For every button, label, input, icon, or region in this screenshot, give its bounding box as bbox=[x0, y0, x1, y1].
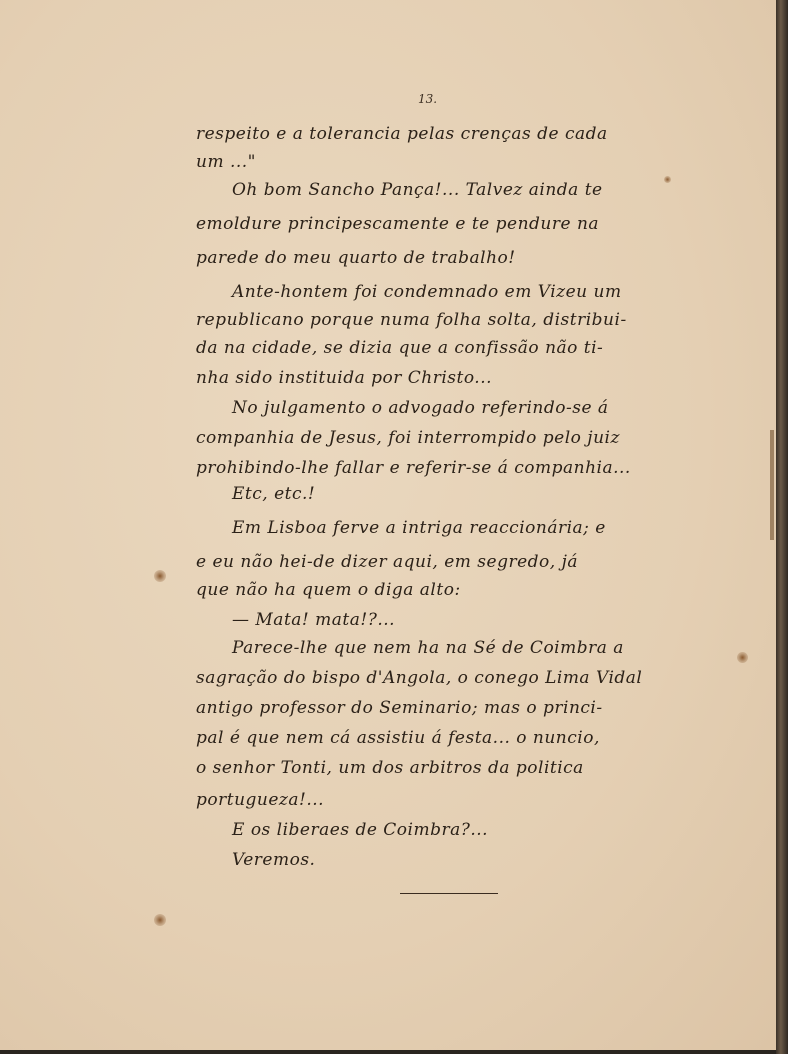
text-line: — Mata! mata!?... bbox=[232, 610, 396, 630]
text-line: da na cidade, se dizia que a confissão não ti- bbox=[196, 338, 604, 358]
text-line: o senhor Tonti, um dos arbitros da politica bbox=[196, 758, 584, 778]
text-line: nha sido instituida por Christo... bbox=[196, 368, 493, 388]
text-line: Veremos. bbox=[232, 850, 316, 870]
foxing-spot bbox=[737, 652, 748, 663]
text-line: respeito e a tolerancia pelas crenças de cada bbox=[196, 124, 608, 144]
page-edge bbox=[776, 0, 788, 1054]
text-line: Parece-lhe que nem ha na Sé de Coimbra a bbox=[232, 638, 624, 658]
text-line: companhia de Jesus, foi interrompido pelo juiz bbox=[196, 428, 620, 448]
text-line: Em Lisboa ferve a intriga reaccionária; e bbox=[232, 518, 606, 538]
text-line: Oh bom Sancho Pança!... Talvez ainda te bbox=[232, 180, 603, 200]
text-line: No julgamento o advogado referindo-se á bbox=[232, 398, 609, 418]
text-line: E os liberaes de Coimbra?... bbox=[232, 820, 489, 840]
text-line: emoldure principescamente e te pendure na bbox=[196, 214, 600, 234]
text-line: pal é que nem cá assistiu á festa... o nuncio, bbox=[196, 728, 600, 748]
text-line: republicano porque numa folha solta, distribui- bbox=[196, 310, 627, 330]
text-line: e eu não hei-de dizer aqui, em segredo, já bbox=[196, 552, 578, 572]
text-line: portugueza!... bbox=[196, 790, 325, 810]
text-line: um ..." bbox=[196, 152, 257, 172]
text-line: Ante-hontem foi condemnado em Vizeu um bbox=[232, 282, 622, 302]
text-line: parede do meu quarto de trabalho! bbox=[196, 248, 516, 268]
foxing-spot bbox=[154, 914, 166, 926]
foxing-spot bbox=[664, 176, 671, 183]
page-number: 13. bbox=[418, 92, 438, 106]
foxing-spot bbox=[154, 570, 166, 582]
text-line: antigo professor do Seminario; mas o princi- bbox=[196, 698, 603, 718]
text-line: que não ha quem o diga alto: bbox=[196, 580, 461, 600]
text-line: prohibindo-lhe fallar e referir-se á companhia... bbox=[196, 458, 631, 478]
text-line: sagração do bispo d'Angola, o conego Lima Vidal bbox=[196, 668, 643, 688]
binding-mark bbox=[770, 430, 774, 540]
text-line: Etc, etc.! bbox=[232, 484, 316, 504]
closing-rule bbox=[400, 893, 498, 894]
